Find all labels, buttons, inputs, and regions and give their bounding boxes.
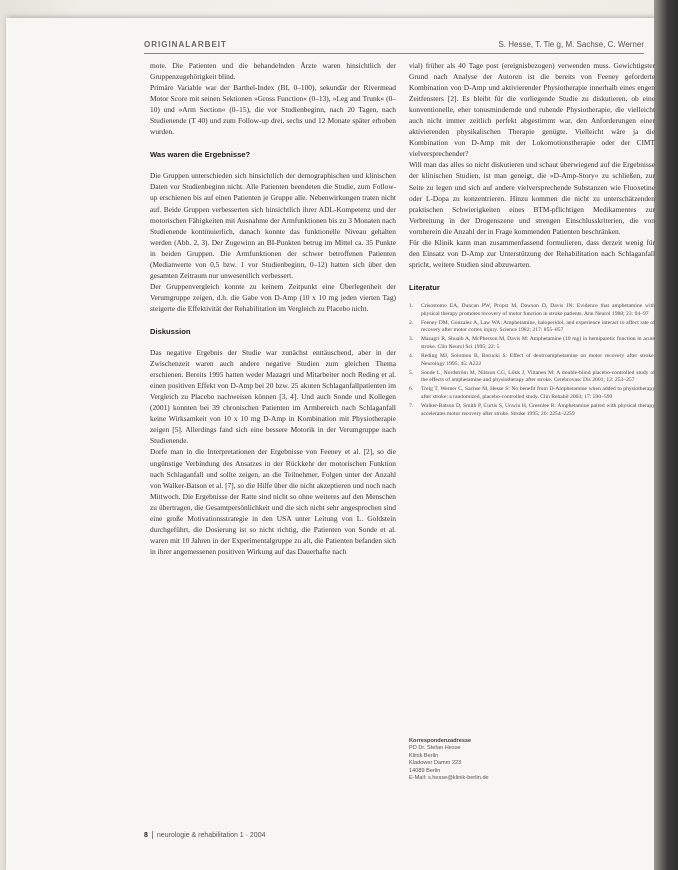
right-column: [409, 60, 655, 420]
heading-results: Was waren die Ergebnisse?: [150, 150, 251, 160]
paragraph: Dorfe man in die Interpretationen der Ergebnisse von Feeney et al. [2], so die ungünstige Verbindung des Ansatzes in der Rückkehr der motorischen Funktion nach Schlaganfall und sollte zeigen, an die Teilnehmer, Folgen unter der Anzahl von Walker-Batson et al. [7], so die Hilfe über die nicht akzeptieren und noch nach Mittwoch. Die Ergebnisse der Ratte sind nicht so ohne weiteres auf den Menschen zu übertragen, die Gesamtpersönlichkeit und die sich nicht sehr angesprochen sind eine große Motivationsstrategie in den USA unter Leitung von L. Goldstein durchgeführt, die Dosierung ist so nicht richtig, die Patienten von Sonde et al. waren mit 10 Jahren in der Experimentalgruppe zu alt, die Patienten befanden sich in ihrer angemessenen positiven Wirkung auf das Dauerhafte nach: [150, 447, 396, 556]
heading-literature: Literatur: [409, 282, 440, 292]
reference-number: 6.: [409, 386, 414, 393]
paragraph: Will man das alles so nicht diskutieren und schaut überwiegend auf die Ergebnisse der klinischen Studien, ist man geneigt, die »D-Amp-Story« zu schließen, zur Seite zu legen und sich auf andere vielversprechende Substanzen wie Fluoxetine oder L-Dopa zu konzentrieren. Hinzu kommen die nicht zu unterschätzenden praktischen Schwierigkeiten eines BTM-pflichtigen Medikamentes zur Verbreitung in der Drogenszene und strengen Einschlusskriterien, die von vornherein die Anzahl der in Frage kommenden Patienten beschränken.: [409, 160, 655, 236]
correspondence-address: [409, 738, 639, 782]
page-footer: [144, 831, 404, 839]
reference-text: Sonde L, Nordström M, Nilsson CG, Lökk J, Viitanen M: A double-blind placebo-controlled study of the effects of amphetamine and physiotherapy after stroke. Cerebrovasc Dis 2001; 12: 253–257: [421, 369, 655, 384]
heading-discussion: Diskussion: [150, 326, 191, 336]
reference-item: [409, 336, 655, 351]
paragraph: Der Gruppenvergleich konnte zu keinem Zeitpunkt eine Überlegenheit der Verumgruppe zeigen, d.h. die Gabe von D-Amp (10 x 10 mg jeden vierten Tag) steigerte die Effektivität der Rehabilitation im Vergleich zu Placebo nicht.: [150, 281, 396, 313]
reference-item: [409, 403, 655, 418]
address-line: 14089 Berlin: [409, 767, 441, 774]
reference-text: Reding MJ, Solomon B, Borucki S: Effect of dextroamphetamine on motor recovery after stroke. Neurology 1995; 45: A222: [421, 353, 655, 367]
journal-name: neurologie & rehabilitation 1 · 2004: [156, 831, 266, 839]
left-column: [150, 60, 396, 557]
header-rule: [144, 53, 644, 54]
reference-item: [409, 386, 655, 401]
reference-text: Treig T, Werner C, Sachse M, Hesse S: No benefit from D-Amphetamine when added to physiotherapy after stroke: a randomized, placebo-controlled study. Clin Rehabil 2003; 17: 590–599: [421, 386, 655, 400]
reference-number: 3.: [409, 336, 414, 343]
reference-list: [409, 303, 655, 418]
footer-divider: [152, 831, 153, 839]
paragraph: Die Gruppen unterschieden sich hinsichtlich der demographischen und klinischen Daten vor Studienbeginn nicht. Alle Patienten beendeten die Studie, zum Follow-up erschienen bis auf einen Patienten je Gruppe alle. Nebenwirkungen traten nicht auf. Beide Gruppen verbesserten sich hinsichtlich ihrer ADL-Kompetenz und der motorischen Fähigkeiten mit Ausnahme der Armfunktionen bis zu 3 Monaten nach Studienende kontinuierlich, danach konnte das funktionelle Niveau gehalten werden (Abb. 2, 3). Der Zugewinn an BI-Punkten betrug im Mittel ca. 35 Punkte in beiden Gruppen. Die Armfunktionen der schwer betroffenen Patienten (Medianwerte von 0,5 bzw. 1 vor Studienbeginn, 0–12) hatten sich über den gesamten Zeitraum nur unwesentlich verbessert.: [150, 171, 396, 280]
section-label: ORIGINALARBEIT: [144, 40, 227, 49]
reference-number: 1.: [409, 302, 414, 309]
reference-item: [409, 353, 655, 368]
reference-number: 5.: [409, 369, 414, 376]
paragraph: mote. Die Patienten und die behandelnden Ärzte waren hinsichtlich der Gruppenzugehörigkeit blind.: [150, 61, 396, 82]
paragraph: Primäre Variable war der Barthel-Index (BI, 0–100), sekundär der Rivermead Motor Score mit seinen Sektionen »Gross Function« (0–13), »Leg and Trunk« (0–10) und »Arm Section« (0–15), die vor Studienbeginn, nach 20 Tagen, nach Studienende (T 40) und zum Follow-up drei, sechs und 12 Monate später erhoben wurden.: [150, 83, 396, 137]
address-line: E-Mail: s.hesse@klinik-berlin.de: [409, 775, 489, 782]
address-line: Klinik Berlin: [409, 752, 439, 759]
reference-text: Mazagri R, Shuaib A, McPherson M, Davis M: Amphetamine (10 mg) in hemiparetic function in acute stroke. Clin Neurol Sci 1995; 22: 5: [421, 336, 655, 350]
reference-item: [409, 320, 655, 335]
reference-item: [409, 370, 655, 385]
header-authors: S. Hesse, T. Tie g, M. Sachse, C. Werner: [498, 40, 644, 49]
reference-text: Feeney DM, Gonzalez A, Law WA: Amphetamine, haloperidol, and experience interact to affect rate of recovery after motor cortex injury. Science 1982; 217: 855–857: [421, 319, 655, 334]
paragraph: Das negative Ergebnis der Studie war zunächst enttäuschend, aber in der Zwischenzeit waren auch andere negative Studien zum gleichen Thema erschienen. Bereits 1995 hatten weder Mazagri und Mitarbeiter noch Reding et al. einen positiven Effekt von D-Amp bei 20 bzw. 25 akuten Schlaganfallpatienten im Vergleich zu Placebo nachweisen können [3, 4]. Und auch Sonde und Kollegen (2001) konnten bei 39 chronischen Patienten im Armbereich nach Schlaganfall keine Wirksamkeit von 10 x 10 mg D-Amp in Kombination mit Physiotherapie zeigen [5]. Allerdings fand sich eine bessere Motorik in der Verumgruppe nach Studienende.: [150, 348, 396, 446]
address-line: Kladower Damm 223: [409, 760, 462, 767]
reference-number: 4.: [409, 353, 414, 359]
scan-shadow-edge: [654, 0, 678, 870]
correspondence-title: Korrespondenzadresse: [409, 738, 472, 744]
reference-item: [409, 303, 655, 318]
page-number: 8: [144, 831, 148, 839]
reference-text: Walker-Batson D, Smith P, Curtis S, Unwin H, Greenlee R: Amphetamine paired with physical therapy accelerates motor recovery after stroke. Stroke 1995; 26: 2254–2259: [421, 403, 655, 417]
paragraph: vial) früher als 40 Tage post (ereignisbezogen) verwenden muss. Gewichtigster Grund nach Analyse der Autoren ist die bereits von Feeney geforderte Kombination von D-Amp und aktivierender Physiotherapie innerhalb eines engen Zeitfensters [2]. Es bleibt für die vorliegende Studie zu diskutieren, ob eine konventionelle, eher tonusmindernde und ruhende Physiotherapie, die vielleicht auch nicht immer zeitlich perfekt abgestimmt war, den Anforderungen einer aktivierenden physikalischen Therapie genügte. Vielleicht wäre ja die Kombination von D-Amp mit der Lokomotionstherapie oder der CIMT vielversprechender?: [409, 61, 655, 159]
reference-number: 2.: [409, 319, 414, 326]
reference-number: 7.: [409, 403, 414, 410]
paragraph: Für die Klinik kann man zusammenfassend formulieren, dass derzeit wenig für den Einsatz von D-Amp zur Unterstützung der Rehabilitation nach Schlaganfall spricht, weitere Studien sind abzuwarten.: [409, 237, 655, 269]
reference-text: Crisostomo EA, Duncan PW, Propst M, Dawson D, Davis JN: Evidence that amphetamine with physical therapy promotes recovery of motor function in stroke patients. Ann Neurol 1988; 23: 94–97: [421, 302, 655, 317]
address-line: PD Dr. Stefan Hesse: [409, 745, 461, 752]
